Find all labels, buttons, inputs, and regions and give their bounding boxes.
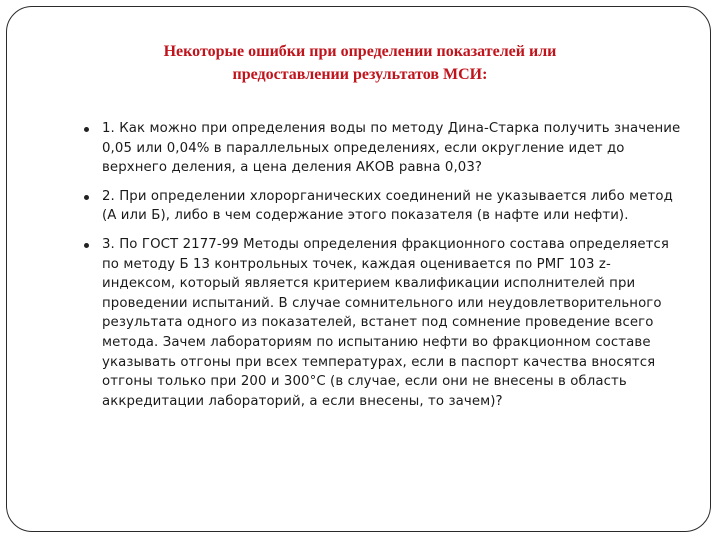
slide-title	[60, 40, 660, 86]
bullet-text-2: 2. При определении хлорорганических соединений не указывается либо метод (А или Б), либо в чем содержание этого показателя (в нафте или нефти).	[102, 188, 673, 224]
bullet-dot-icon	[84, 195, 89, 200]
title-line-1: Некоторые ошибки при определении показателей или	[163, 43, 557, 60]
bullet-list	[72, 119, 684, 420]
bullet-item-2	[72, 187, 684, 226]
title-line-2: предоставлении результатов МСИ:	[232, 66, 488, 83]
bullet-text-1: 1. Как можно при определения воды по методу Дина-Старка получить значение 0,05 или 0,04% в параллельных определениях, если округление идет до верхнего деления, а цена деления АКОВ равна 0,03?	[102, 121, 681, 176]
bullet-dot-icon	[84, 127, 89, 132]
bullet-item-1	[72, 119, 684, 178]
bullet-dot-icon	[84, 243, 89, 248]
bullet-item-3	[72, 235, 684, 411]
bullet-text-3: 3. По ГОСТ 2177-99 Методы определения фракционного состава определяется по методу Б 13 контрольных точек, каждая оценивается по РМГ 103 z-индексом, который является критерием квалификации исполнителей при проведении испытаний. В случае сомнительного или неудовлетворительного результата одного из показателей, встанет под сомнение проведение всего метода. Зачем лабораториям по испытанию нефти во фракционном составе указывать отгоны при всех температурах, если в паспорт качества вносятся отгоны только при 200 и 300°С (в случае, если они не внесены в область аккредитации лабораторий, а если внесены, то зачем)?	[102, 236, 669, 409]
